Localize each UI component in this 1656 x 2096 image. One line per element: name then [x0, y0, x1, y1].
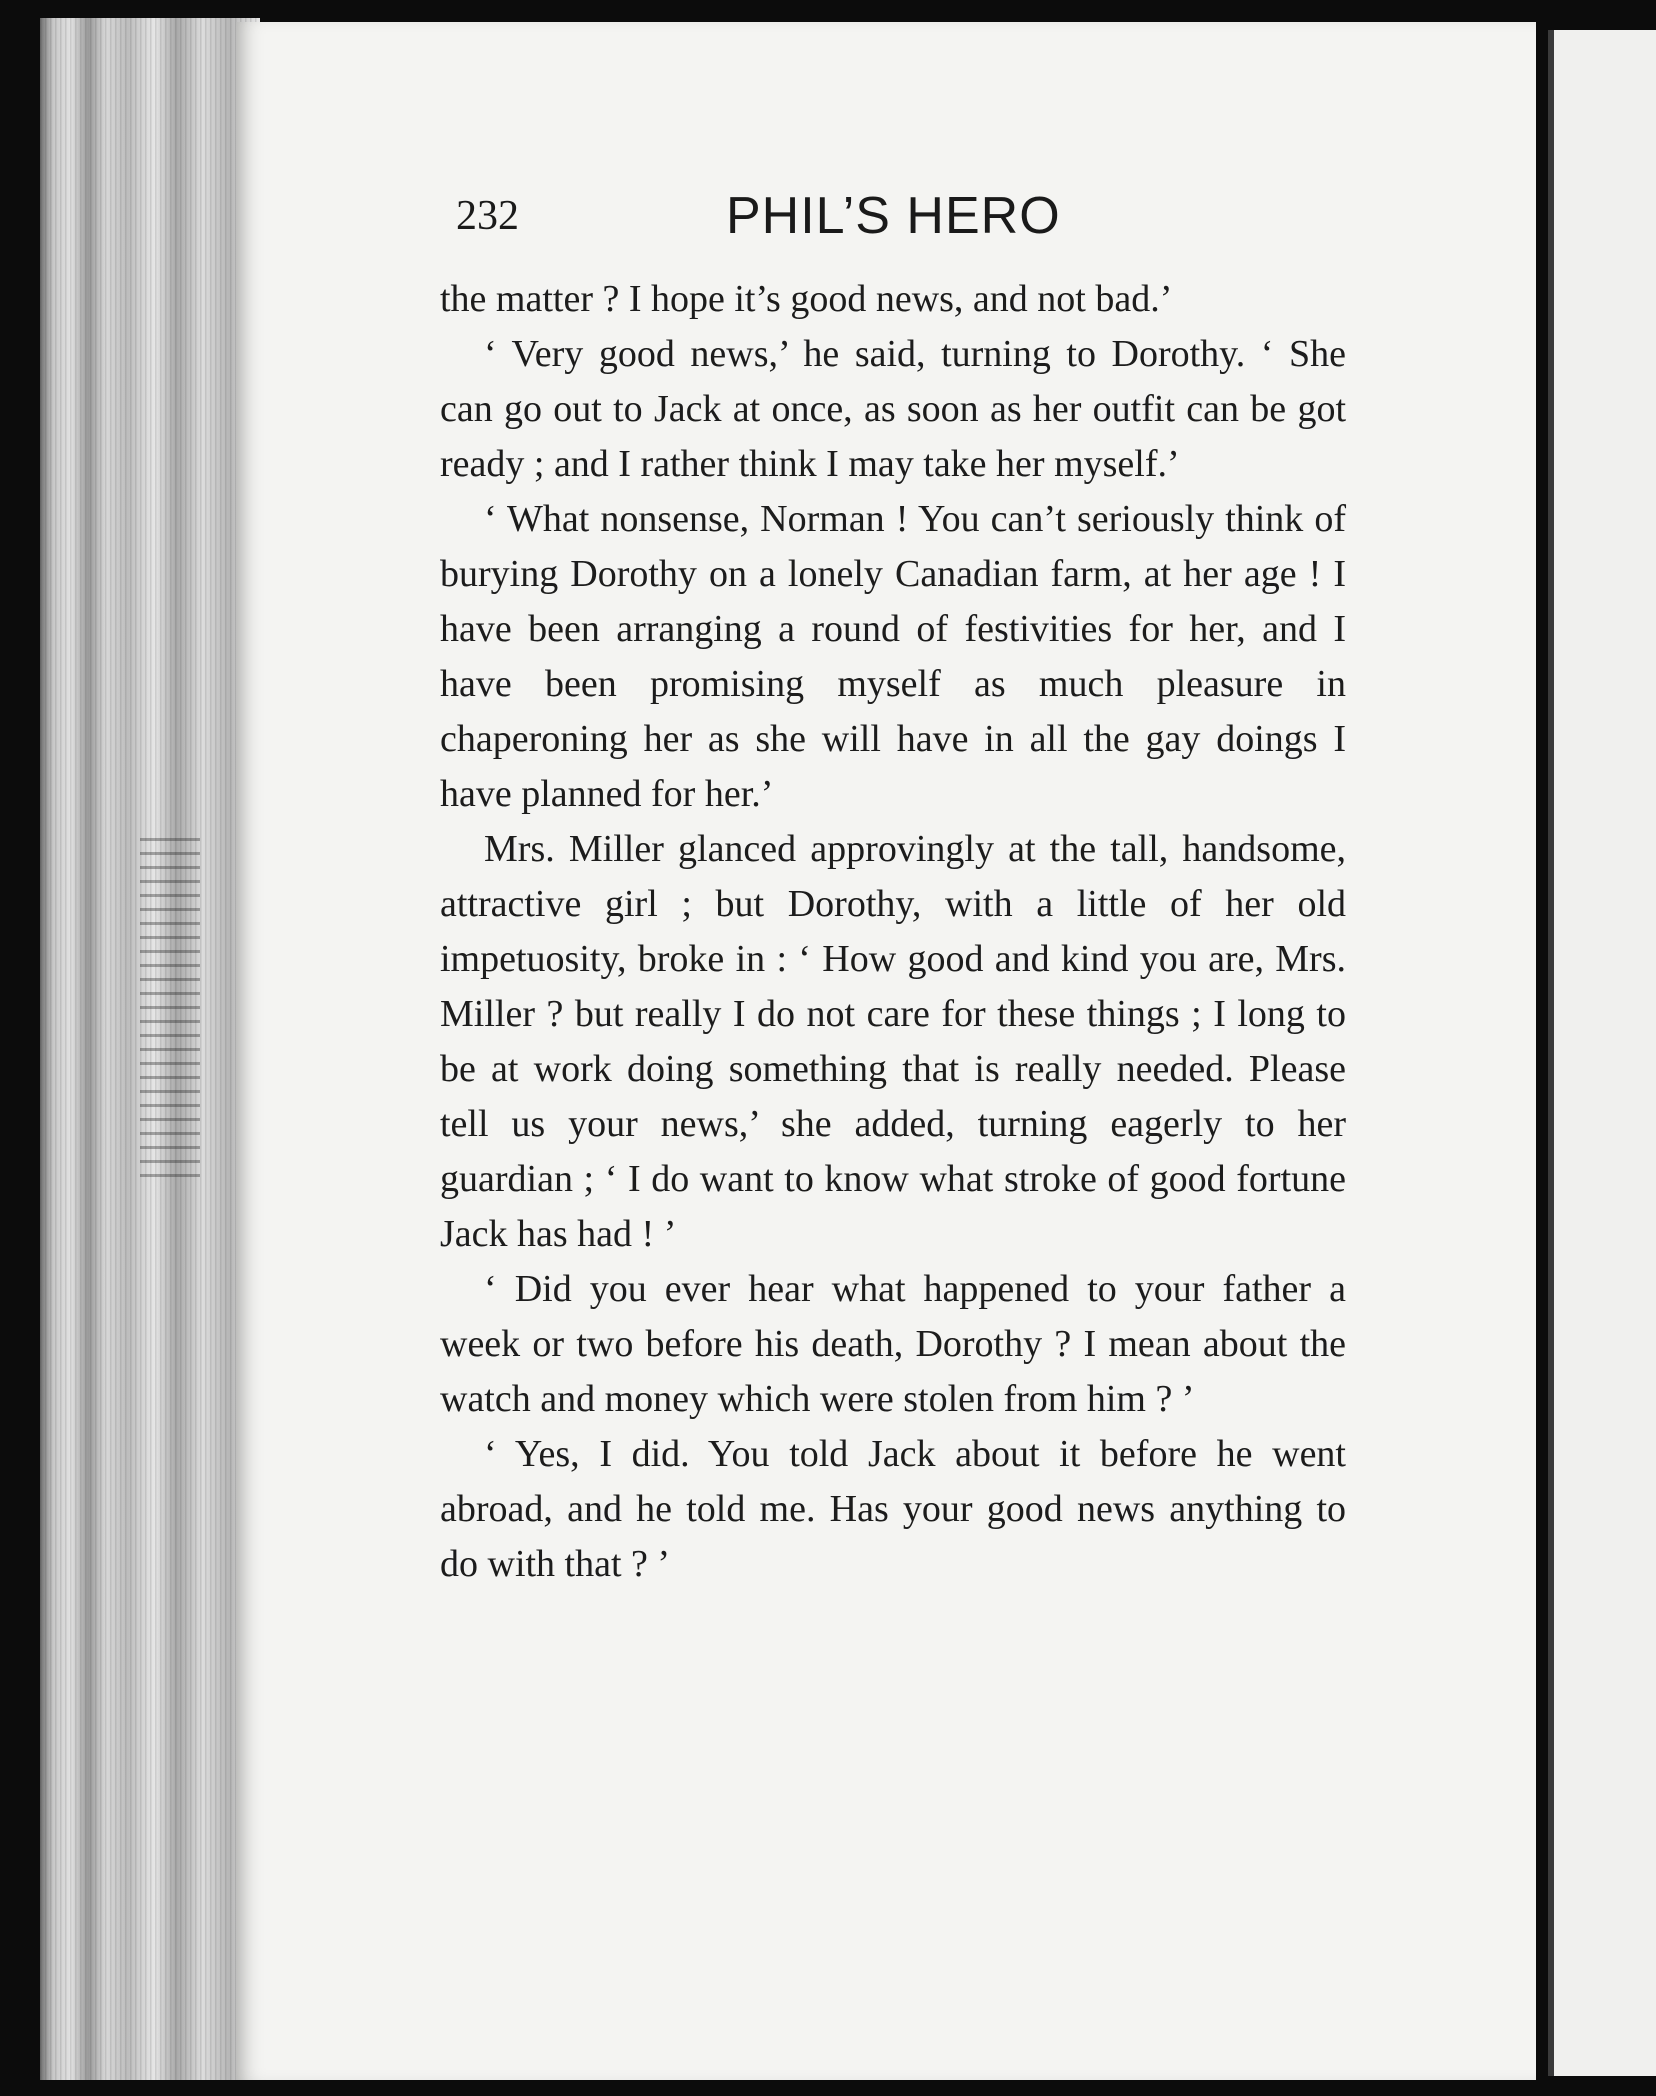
facing-page-edge [1548, 30, 1656, 2076]
page-edges [40, 18, 260, 2080]
paragraph: Mrs. Miller glanced approvingly at the tall, handsome, attractive girl ; but Dorothy, with a little of her old impetuosity, broke in : ‘ How good and kind you are, Mrs. Miller ? but really I do not care for these things ; I long to be at work doing something that is really needed. Please tell us your news,’ she added, turning eagerly to her guardian ; ‘ I do want to know what stroke of good fortune Jack has had ! ’ [440, 828, 1346, 1255]
spine-marks [140, 838, 200, 1178]
paragraph: ‘ Did you ever hear what happened to your father a week or two before his death, Dorothy ? I mean about the watch and money which were stolen from him ? ’ [440, 1268, 1346, 1420]
page-header [456, 186, 1336, 256]
paragraph: ‘ What nonsense, Norman ! You can’t seriously think of burying Dorothy on a lonely Canadian farm, at her age ! I have been arranging a round of festivities for her, and I have been promising myself as much pleasure in chaperoning her as she will have in all the gay doings I have planned for her.’ [440, 498, 1346, 815]
running-head: PHIL’S HERO [726, 187, 1061, 245]
body-text [440, 272, 1346, 1592]
paragraph: the matter ? I hope it’s good news, and not bad.’ [440, 278, 1173, 320]
paragraph: ‘ Yes, I did. You told Jack about it before he went abroad, and he told me. Has your good news anything to do with that ? ’ [440, 1433, 1346, 1585]
page-number: 232 [456, 193, 519, 239]
paragraph: ‘ Very good news,’ he said, turning to Dorothy. ‘ She can go out to Jack at once, as soon as her outfit can be got ready ; and I rather think I may take her myself.’ [440, 333, 1346, 485]
